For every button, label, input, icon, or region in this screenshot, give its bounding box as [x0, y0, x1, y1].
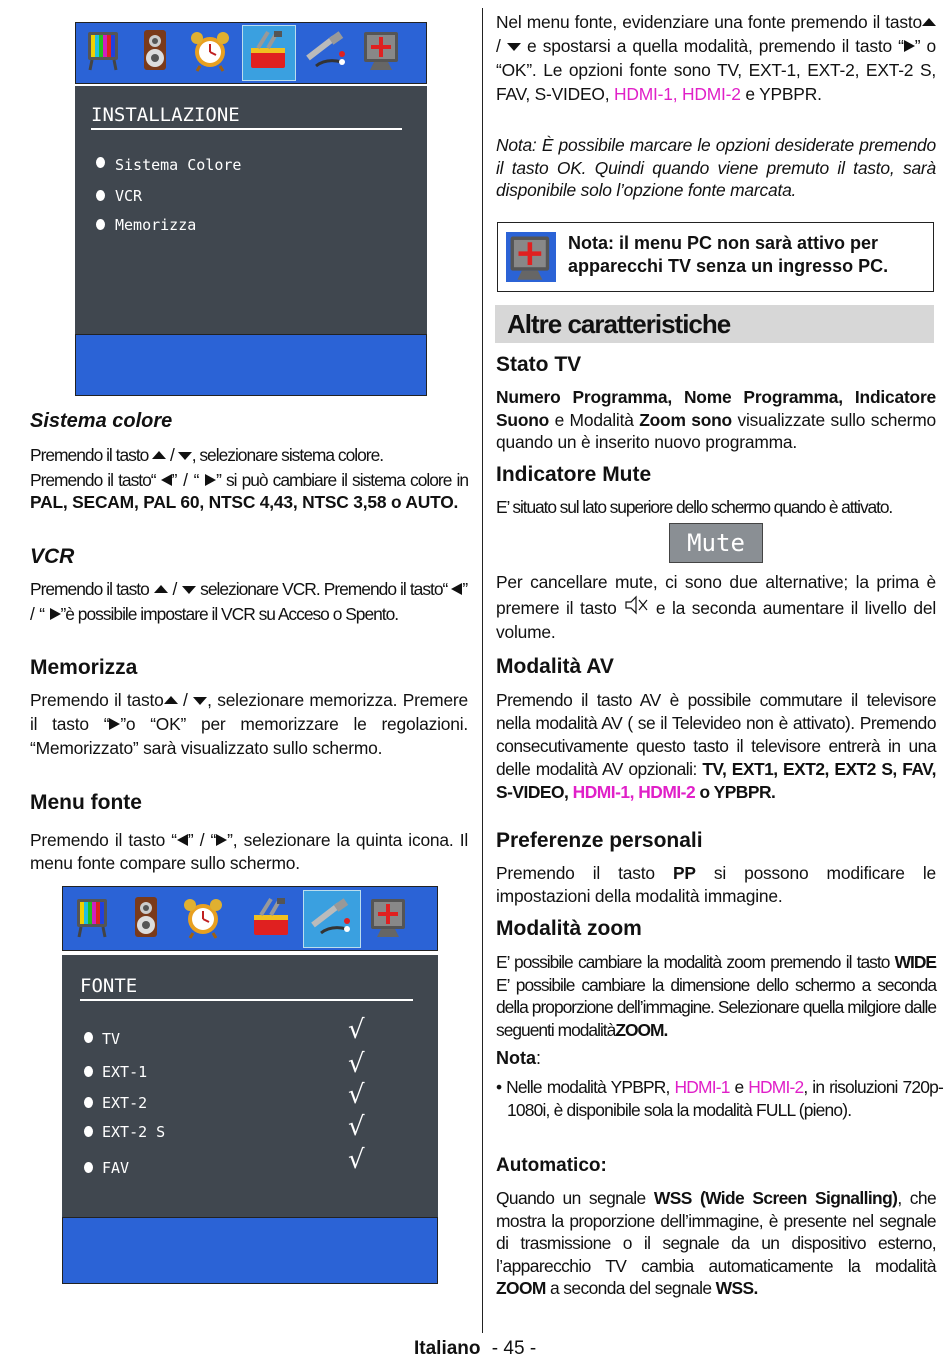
menu-item-memorizza[interactable]: Memorizza — [115, 216, 197, 234]
checkmark-icon: √ — [348, 1015, 365, 1045]
speaker-icon — [125, 895, 169, 939]
text: E’ possibile cambiare la modalità zoom premendo il tasto — [496, 952, 895, 972]
down-arrow-icon — [182, 586, 196, 594]
text: PP — [672, 863, 696, 883]
text: Nel menu fonte, evidenziare una fonte premendo il tasto — [496, 12, 922, 32]
fonte-intro — [496, 10, 936, 106]
text: e la seconda aumentare il livello del volume. — [496, 598, 937, 642]
mute-speaker-icon — [623, 594, 649, 616]
hdmi-options: HDMI-1, HDMI-2 — [572, 782, 696, 802]
bullet — [84, 1097, 93, 1108]
up-arrow-icon — [164, 696, 178, 704]
up-arrow-icon — [922, 18, 936, 26]
text: WSS. — [715, 1278, 758, 1298]
text: Quando un segnale — [496, 1188, 654, 1208]
alarm-clock-icon — [181, 895, 225, 939]
text: / — [496, 36, 507, 56]
text: Premendo il tasto“ — [30, 469, 161, 490]
heading-stato-tv: Stato TV — [496, 353, 582, 376]
text: Premendo il tasto — [496, 863, 673, 883]
pc-note-box — [497, 222, 934, 292]
text: / — [167, 579, 183, 599]
tv-icon — [71, 895, 115, 939]
menu-footer-bar — [75, 334, 427, 396]
left-arrow-icon — [451, 583, 462, 595]
text: Nota — [496, 1048, 536, 1068]
text: , selezionare sistema colore. — [191, 445, 384, 465]
color-systems: PAL, SECAM, PAL 60, NTSC 4,43, NTSC 3,58 o AUTO — [30, 492, 454, 512]
text: / — [177, 690, 194, 710]
heading-menu-fonte: Menu fonte — [30, 791, 142, 814]
bullet — [84, 1126, 93, 1137]
text: selezionare VCR. Premendo il tasto“ — [196, 579, 452, 599]
mute-cancel-body — [496, 570, 936, 644]
cable-plug-icon — [309, 895, 353, 939]
text: HDMI-1 — [674, 1077, 730, 1097]
footer-language: Italiano — [414, 1338, 481, 1359]
mute-desc: E’ situato sul lato superiore dello schermo quando è attivato. — [496, 497, 893, 517]
hdmi-options: HDMI-1, HDMI-2 — [614, 84, 741, 104]
toolbox-icon — [249, 895, 293, 939]
preferenze-body — [496, 862, 936, 907]
text: o YPBPR. — [695, 782, 776, 802]
heading-indicatore-mute: Indicatore Mute — [496, 463, 652, 486]
source-item-ext-2-s[interactable]: EXT-2 S — [102, 1123, 166, 1141]
menu-title: FONTE — [80, 975, 138, 997]
right-arrow-icon — [50, 608, 61, 620]
text: e Modalità — [549, 409, 640, 430]
up-arrow-icon — [152, 451, 166, 459]
up-arrow-icon — [154, 585, 168, 593]
text: Premendo il tasto — [30, 445, 149, 465]
text: ” o “OK”. Le opzioni fonte sono TV, EXT-1, EXT-2, EXT-2 S, FAV, S-VIDEO, — [496, 36, 937, 104]
menu-item-vcr[interactable]: VCR — [115, 187, 143, 205]
page-footer — [414, 1338, 536, 1360]
text: Numero Programma, Nome Programma, Indicatore Suono — [496, 387, 936, 430]
toolbox-icon — [246, 28, 290, 72]
right-arrow-icon — [904, 40, 915, 52]
text: visualizzate sullo schermo quando un è inserito nuovo programma. — [496, 409, 937, 452]
text: ” / “ — [187, 830, 217, 850]
text: si possono modificare le impostazioni della modalità immagine. — [496, 863, 937, 906]
vcr-body — [30, 577, 468, 627]
text: Per cancellare mute, ci sono due alternative; la prima è premere il tasto — [496, 572, 936, 618]
alarm-clock-icon — [188, 28, 232, 72]
text: HDMI-2 — [748, 1077, 804, 1097]
installazione-menu — [75, 86, 427, 334]
text: : — [536, 1048, 542, 1068]
automatico-body — [496, 1187, 936, 1300]
right-arrow-icon — [216, 834, 227, 846]
source-item-fav[interactable]: FAV — [102, 1159, 130, 1177]
fonte-menu — [62, 955, 438, 1217]
heading-modalita-zoom: Modalità zoom — [496, 917, 642, 940]
heading-sistema-colore: Sistema colore — [30, 410, 173, 432]
text: E’ possibile cambiare la dimensione dello schermo a seconda della proporzione dell’immagine. Selezionare quella milgiore dalle seguenti modalità — [496, 974, 936, 1040]
text: ZOOM — [496, 1278, 546, 1298]
text: • Nelle modalità YPBPR, — [496, 1077, 675, 1097]
text: ”, selezionare la quinta icona. Il menu fonte compare sullo schermo. — [30, 830, 469, 873]
mute-indicator — [669, 523, 763, 563]
pc-monitor-icon — [367, 895, 411, 939]
text: Premendo il tasto AV è possibile commutare il televisore nella modalità AV ( se il Televideo non è attivato). Premendo consecutivamente questo tasto il televisore entrerà in una delle modalità AV opzionali: — [496, 690, 936, 779]
source-item-tv[interactable]: TV — [102, 1030, 121, 1048]
text: , in risoluzioni 720p-1080i, è disponibile sola la modalità FULL (pieno). — [507, 1077, 943, 1120]
text: ” si può cambiare il sistema colore in — [216, 469, 468, 490]
text: ZOOM. — [615, 1019, 668, 1040]
pc-monitor-icon — [360, 28, 404, 72]
heading-memorizza: Memorizza — [30, 656, 138, 679]
pc-note-text: Nota: il menu PC non sarà attivo per apparecchi TV senza un ingresso PC. — [568, 233, 889, 276]
stato-tv-body — [496, 386, 936, 454]
text: ”è possibile impostare il VCR su Acceso o Spento. — [60, 604, 399, 624]
text: e — [729, 1077, 749, 1097]
sistema-colore-body — [30, 444, 468, 514]
checkmark-icon: √ — [348, 1080, 365, 1110]
menu-footer-bar — [62, 1217, 438, 1284]
checkmark-icon: √ — [348, 1049, 365, 1079]
menu-title: INSTALLAZIONE — [91, 104, 240, 126]
heading-preferenze-personali: Preferenze personali — [496, 829, 703, 852]
nota-bullet — [496, 1076, 943, 1121]
text: Premendo il tasto — [30, 690, 164, 710]
right-arrow-icon — [109, 718, 120, 730]
text: e YPBPR. — [740, 84, 822, 104]
zoom-body — [496, 951, 936, 1041]
tv-icon — [82, 28, 126, 72]
memorizza-body — [30, 688, 468, 760]
text: TV, EXT1, EXT2, EXT2 S, FAV, S-VIDEO, — [496, 759, 936, 802]
bullet — [96, 190, 105, 201]
heading-modalita-av: Modalità AV — [496, 655, 614, 678]
left-arrow-icon — [177, 834, 188, 846]
speaker-icon — [134, 28, 178, 72]
source-item-ext-1[interactable]: EXT-1 — [102, 1063, 148, 1081]
checkmark-icon: √ — [348, 1112, 365, 1142]
down-arrow-icon — [178, 452, 192, 460]
menu-icon-bar — [62, 886, 438, 951]
text: WSS (Wide Screen Signalling) — [653, 1188, 898, 1208]
bullet — [96, 219, 105, 230]
menu-fonte-body — [30, 829, 468, 874]
text: . — [453, 492, 459, 512]
text: ” / “ — [171, 469, 206, 490]
checkmark-icon: √ — [348, 1145, 365, 1175]
page-number: - 45 - — [491, 1338, 537, 1359]
text: , selezionare memorizza. Premere il tasto “ — [30, 690, 468, 734]
menu-title-underline — [91, 128, 402, 130]
text: Premendo il tasto “ — [30, 830, 177, 850]
nota-italic: Nota: È possibile marcare le opzioni desiderate premendo il tasto OK. Quindi quando viene premuto il tasto, sarà disponibile solo l’opzione fonte marcata. — [496, 135, 936, 200]
pc-monitor-icon — [506, 229, 556, 285]
column-divider — [482, 8, 483, 1333]
down-arrow-icon — [193, 697, 207, 705]
text: e spostarsi a quella modalità, premendo il tasto “ — [520, 36, 904, 56]
text: Premendo il tasto — [30, 579, 149, 599]
heading-automatico: Automatico: — [496, 1155, 607, 1176]
section-title: Altre caratteristiche — [507, 309, 731, 339]
menu-icon-bar — [75, 22, 427, 84]
menu-title-underline — [80, 999, 413, 1001]
text: , che mostra la proporzione dell’immagine, è presente nel segnale di trasmissione o il segnale da un dispositivo esterno, l’apparecchio TV cambia automaticamente la modalità — [496, 1188, 937, 1276]
nota-heading — [496, 1048, 541, 1069]
text: a seconda del segnale — [545, 1278, 716, 1298]
source-item-ext-2[interactable]: EXT-2 — [102, 1094, 148, 1112]
cable-plug-icon — [304, 28, 348, 72]
text: Zoom sono — [639, 409, 732, 430]
section-header — [495, 305, 934, 343]
heading-vcr: VCR — [30, 545, 75, 568]
right-arrow-icon — [205, 474, 216, 486]
text: ”o “OK” per memorizzare le regolazioni. “Memorizzato” sarà visualizzato sullo schermo. — [30, 714, 468, 758]
bullet — [84, 1066, 93, 1077]
bullet — [96, 157, 105, 168]
modalita-av-body — [496, 689, 936, 804]
menu-item-sistema-colore[interactable]: Sistema Colore — [115, 156, 242, 174]
text: / — [166, 445, 178, 465]
bullet — [84, 1162, 93, 1173]
left-arrow-icon — [161, 474, 172, 486]
mute-label: Mute — [687, 529, 745, 557]
down-arrow-icon — [507, 43, 521, 51]
text: ” / “ — [30, 579, 468, 624]
bullet — [84, 1032, 93, 1043]
text: WIDE — [894, 952, 936, 972]
